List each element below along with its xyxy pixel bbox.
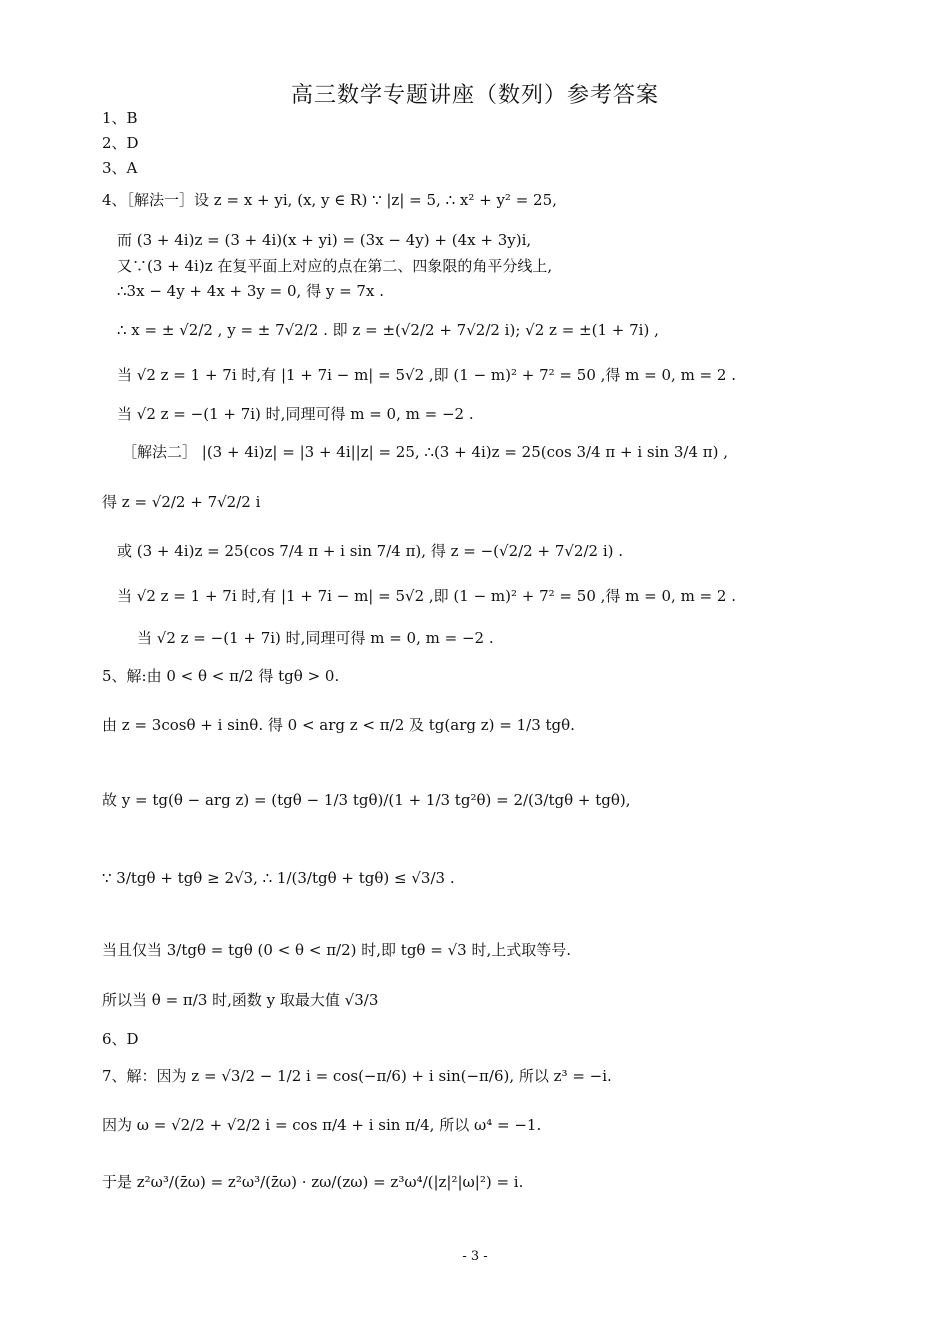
answer-6: 6、D — [102, 1030, 139, 1048]
q4-line-2: 而 (3 + 4i)z = (3 + 4i)(x + yi) = (3x − 4y) + (4x + 3y)i, — [117, 231, 532, 249]
q4-line-9: 得 z = √2/2 + 7√2/2 i — [102, 493, 261, 511]
q4-line-1: 4、［解法一］设 z = x + yi, (x, y ∈ R) ∵ |z| = 5, ∴ x² + y² = 25, — [102, 191, 557, 209]
q5-line-2: 由 z = 3cosθ + i sinθ. 得 0 < arg z < π/2 及 tg(arg z) = 1/3 tgθ. — [102, 716, 575, 734]
q7-line-3: 于是 z²ω³/(z̄ω) = z²ω³/(z̄ω) · zω/(zω) = z³ω⁴/(|z|²|ω|²) = i. — [102, 1173, 524, 1191]
answer-3: 3、A — [102, 159, 138, 177]
q4-line-5: ∴ x = ± √2/2 , y = ± 7√2/2 . 即 z = ±(√2/2 + 7√2/2 i); √2 z = ±(1 + 7i) , — [117, 321, 659, 339]
answer-2: 2、D — [102, 134, 139, 152]
q4-line-8: ［解法二］ |(3 + 4i)z| = |3 + 4i||z| = 25, ∴(3 + 4i)z = 25(cos 3/4 π + i sin 3/4 π) , — [122, 443, 729, 461]
q4-line-11: 当 √2 z = 1 + 7i 时,有 |1 + 7i − m| = 5√2 ,即 (1 − m)² + 7² = 50 ,得 m = 0, m = 2 . — [117, 587, 736, 605]
q5-line-6: 所以当 θ = π/3 时,函数 y 取最大值 √3/3 — [102, 991, 379, 1009]
q5-line-3: 故 y = tg(θ − arg z) = (tgθ − 1/3 tgθ)/(1 + 1/3 tg²θ) = 2/(3/tgθ + tgθ), — [102, 791, 631, 809]
answer-1: 1、B — [102, 109, 138, 127]
q7-line-2: 因为 ω = √2/2 + √2/2 i = cos π/4 + i sin π/4, 所以 ω⁴ = −1. — [102, 1116, 542, 1134]
q4-line-10: 或 (3 + 4i)z = 25(cos 7/4 π + i sin 7/4 π), 得 z = −(√2/2 + 7√2/2 i) . — [117, 542, 624, 560]
q4-line-7: 当 √2 z = −(1 + 7i) 时,同理可得 m = 0, m = −2 . — [117, 405, 474, 423]
q4-line-6: 当 √2 z = 1 + 7i 时,有 |1 + 7i − m| = 5√2 ,即 (1 − m)² + 7² = 50 ,得 m = 0, m = 2 . — [117, 366, 736, 384]
q7-line-1: 7、解：因为 z = √3/2 − 1/2 i = cos(−π/6) + i sin(−π/6), 所以 z³ = −i. — [102, 1067, 612, 1085]
q5-line-1: 5、解:由 0 < θ < π/2 得 tgθ > 0. — [102, 667, 340, 685]
q4-line-4: ∴3x − 4y + 4x + 3y = 0, 得 y = 7x . — [117, 282, 384, 300]
q4-line-12: 当 √2 z = −(1 + 7i) 时,同理可得 m = 0, m = −2 . — [137, 629, 494, 647]
q5-line-5: 当且仅当 3/tgθ = tgθ (0 < θ < π/2) 时,即 tgθ = √3 时,上式取等号. — [102, 941, 571, 959]
page-title: 高三数学专题讲座（数列）参考答案 — [290, 83, 659, 108]
q4-line-3: 又∵(3 + 4i)z 在复平面上对应的点在第二、四象限的角平分线上, — [117, 257, 553, 275]
page-number: - 3 - — [462, 1249, 488, 1264]
q5-line-4: ∵ 3/tgθ + tgθ ≥ 2√3, ∴ 1/(3/tgθ + tgθ) ≤ √3/3 . — [102, 869, 455, 887]
